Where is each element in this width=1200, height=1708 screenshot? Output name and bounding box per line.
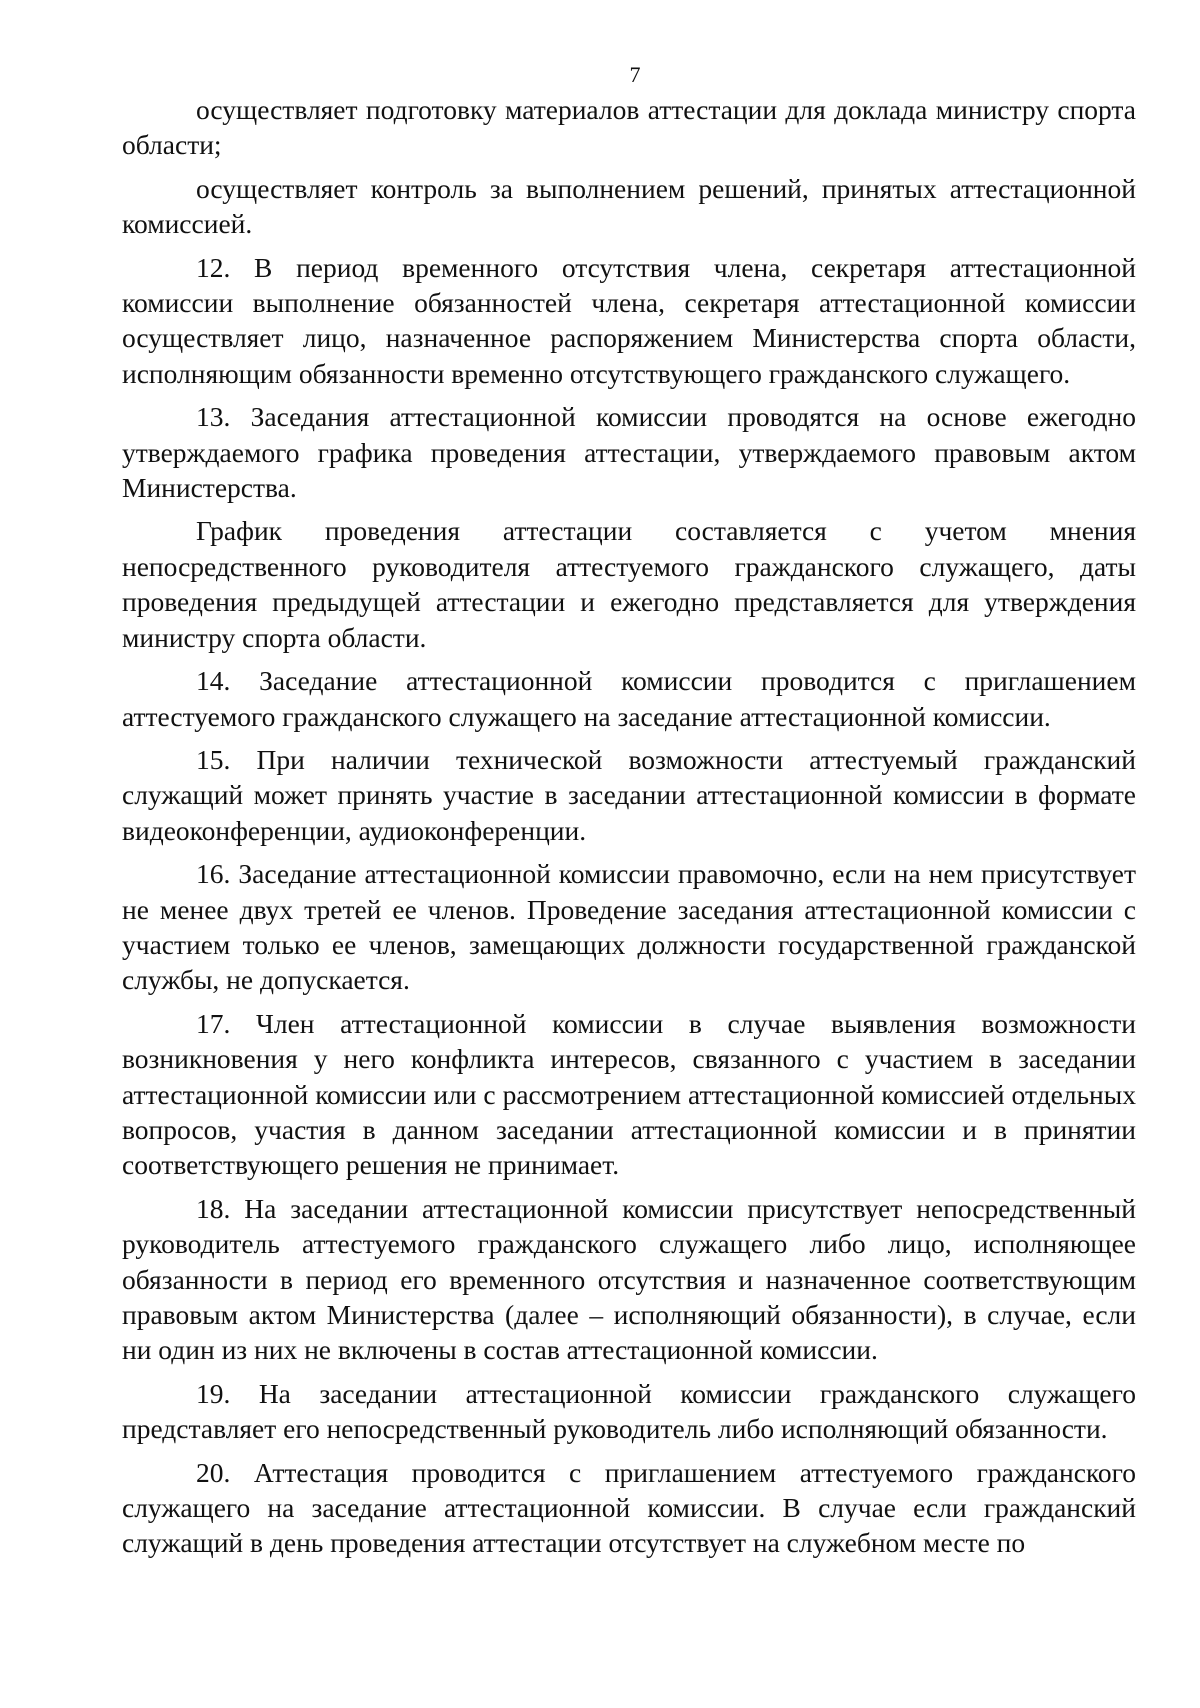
page-number: 7 — [629, 62, 641, 87]
paragraph-18: 18. На заседании аттестационной комиссии присутствует непосредственный руководитель аттестуемого гражданского служащего либо лицо, исполняющее обязанности в период его временного отсутствия и назначенное соответствующим правовым актом Министерства (далее – исполняющий обязанности), в случае, если ни один из них не включены в состав аттестационной комиссии. — [122, 1192, 1136, 1366]
paragraph-15: 15. При наличии технической возможности аттестуемый гражданский служащий может принять участие в заседании аттестационной комиссии в формате видеоконференции, аудиоконференции. — [122, 743, 1136, 846]
paragraph-12: 12. В период временного отсутствия члена, секретаря аттестационной комиссии выполнение обязанностей члена, секретаря аттестационной комиссии осуществляет лицо, назначенное распоряжением Министерства спорта области, исполняющим обязанности временно отсутствующего гражданского служащего. — [122, 251, 1136, 389]
paragraph-13: 13. Заседания аттестационной комиссии проводятся на основе ежегодно утверждаемого графика проведения аттестации, утверждаемого правовым актом Министерства. — [122, 401, 1136, 504]
paragraph-20: 20. Аттестация проводится с приглашением аттестуемого гражданского служащего на заседание аттестационной комиссии. В случае если гражданский служащий в день проведения аттестации отсутствует на служебном месте по — [122, 1456, 1136, 1559]
document-body — [122, 92, 1136, 1569]
paragraph-16: 16. Заседание аттестационной комиссии правомочно, если на нем присутствует не менее двух третей ее членов. Проведение заседания аттестационной комиссии с участием только ее членов, замещающих должности государственной гражданской службы, не допускается. — [122, 858, 1136, 996]
paragraph-17: 17. Член аттестационной комиссии в случае выявления возможности возникновения у него конфликта интересов, связанного с участием в заседании аттестационной комиссии или с рассмотрением аттестационной комиссией отдельных вопросов, участия в данном заседании аттестационной комиссии и в принятии соответствующего решения не принимает. — [122, 1007, 1136, 1181]
paragraph-14: 14. Заседание аттестационной комиссии проводится с приглашением аттестуемого гражданского служащего на заседание аттестационной комиссии. — [122, 665, 1136, 732]
paragraph-control: осуществляет контроль за выполнением решений, принятых аттестационной комиссией. — [122, 172, 1136, 240]
paragraph-19: 19. На заседании аттестационной комиссии гражданского служащего представляет его непосредственный руководитель либо исполняющий обязанности. — [122, 1377, 1136, 1445]
paragraph-schedule: График проведения аттестации составляется с учетом мнения непосредственного руководителя аттестуемого гражданского служащего, даты проведения предыдущей аттестации и ежегодно представляется для утверждения министру спорта области. — [122, 515, 1136, 653]
paragraph-materials: осуществляет подготовку материалов аттестации для доклада министру спорта области; — [122, 94, 1136, 161]
